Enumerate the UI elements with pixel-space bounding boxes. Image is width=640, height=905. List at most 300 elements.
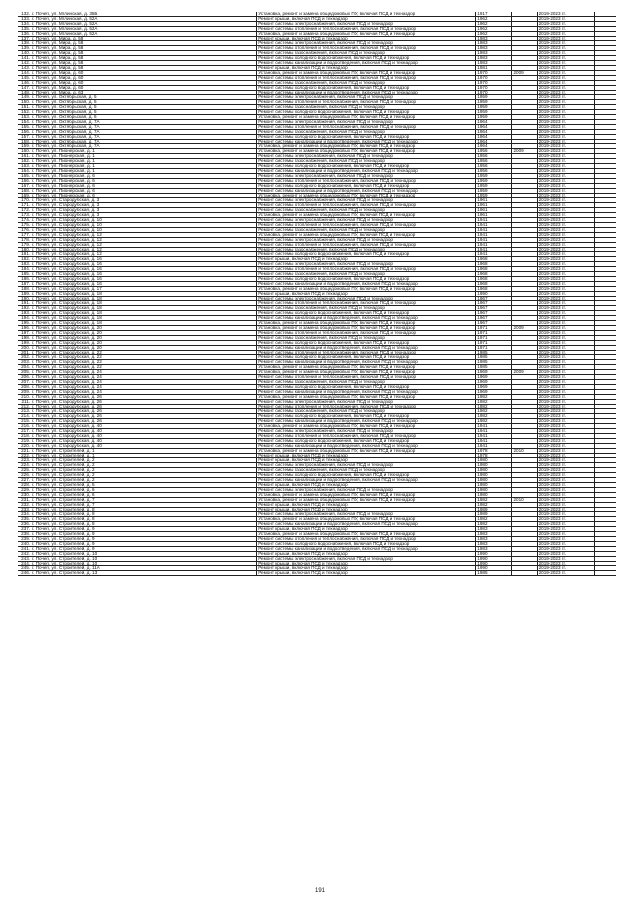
- period-cell: 2019-2023 гг.: [537, 409, 594, 414]
- year-cell: 1978: [476, 448, 512, 453]
- row-number: 189.: [18, 291, 31, 296]
- address-cell: г. Почеп, ул. Стародубская, д. 12: [31, 247, 257, 252]
- period-cell: 2019-2023 гг.: [537, 154, 594, 159]
- address-cell: г. Почеп, ул. Пионерская, д. 1: [31, 149, 257, 154]
- period-cell: 2019-2023 гг.: [537, 541, 594, 546]
- year-cell: 1980: [476, 478, 512, 483]
- address-cell: г. Почеп, ул. Строителей, д. 2: [31, 463, 257, 468]
- work-type-cell: Ремонт крыши, включая ПСД и технадзор: [257, 507, 476, 512]
- period-cell: 2019-2023 гг.: [537, 448, 594, 453]
- period-cell: 2019-2023 гг.: [537, 301, 594, 306]
- period-cell: 2019-2023 гг.: [537, 242, 594, 247]
- address-cell: г. Почеп, ул. Стародубская, д. 40: [31, 433, 257, 438]
- work-type-cell: Ремонт системы отопления и теплоснабжения, включая ПСД и технадзор: [257, 46, 476, 51]
- address-cell: г. Почеп, ул. Стародубская, д. 18: [31, 321, 257, 326]
- year-cell: 1968: [476, 276, 512, 281]
- year-cell: 1964: [476, 144, 512, 149]
- work-type-cell: Ремонт системы электроснабжения, включая ПСД и технадзор: [257, 556, 476, 561]
- work-type-cell: Ремонт системы электроснабжения, включая ПСД и технадзор: [257, 429, 476, 434]
- address-cell: г. Почеп, ул. Стародубская, д. 26: [31, 394, 257, 399]
- year-cell: 1982: [476, 419, 512, 424]
- row-number: 164.: [18, 169, 31, 174]
- row-number: 141.: [18, 56, 31, 61]
- year-cell: 1959: [476, 183, 512, 188]
- address-cell: г. Почеп, ул. Мира, д. 58: [31, 65, 257, 70]
- row-number: 145.: [18, 75, 31, 80]
- row-number: 135.: [18, 26, 31, 31]
- work-type-cell: Ремонт системы отопления и теплоснабжения, включая ПСД и технадзор: [257, 178, 476, 183]
- row-number: 235.: [18, 517, 31, 522]
- address-cell: г. Почеп, ул. Октябрьская, д. 7А: [31, 119, 257, 124]
- work-type-cell: Ремонт системы отопления и теплоснабжения, включая ПСД и технадзор: [257, 75, 476, 80]
- address-cell: г. Почеп, ул. Строителей, д. 6: [31, 492, 257, 497]
- row-number: 153.: [18, 115, 31, 120]
- row-number: 242.: [18, 551, 31, 556]
- period-cell: 2019-2023 гг.: [537, 453, 594, 458]
- row-number: 134.: [18, 21, 31, 26]
- work-type-cell: Установка, ремонт и замена общедомовых ПУ, включая ПСД и технадзор: [257, 193, 476, 198]
- work-type-cell: Ремонт системы канализации и водоотведения, включая ПСД и технадзор: [257, 316, 476, 321]
- row-number: 244.: [18, 561, 31, 566]
- period-cell: 2019-2023 гг.: [537, 478, 594, 483]
- row-number: 207.: [18, 379, 31, 384]
- period-cell: 2019-2023 гг.: [537, 105, 594, 110]
- period-cell: 2019-2023 гг.: [537, 247, 594, 252]
- period-cell: 2019-2023 гг.: [537, 85, 594, 90]
- period-cell: 2019-2023 гг.: [537, 291, 594, 296]
- year-cell: 1941: [476, 227, 512, 232]
- row-number: 138.: [18, 41, 31, 46]
- work-type-cell: Ремонт системы канализации и водоотведения, включая ПСД и технадзор: [257, 389, 476, 394]
- year-cell: 1962: [476, 16, 512, 21]
- address-cell: г. Почеп, ул. Стародубская, д. 40: [31, 424, 257, 429]
- work-type-cell: Установка, ремонт и замена общедомовых ПУ, включая ПСД и технадзор: [257, 149, 476, 154]
- period-cell: 2019-2023 гг.: [537, 438, 594, 443]
- year-cell: 1969: [476, 389, 512, 394]
- period-cell: 2019-2023 гг.: [537, 173, 594, 178]
- work-type-cell: Ремонт системы электроснабжения, включая ПСД и технадзор: [257, 173, 476, 178]
- year-cell: 1962: [476, 26, 512, 31]
- row-number: 214.: [18, 414, 31, 419]
- year-cell: 1971: [476, 345, 512, 350]
- work-type-cell: Ремонт системы отопления и теплоснабжения, включая ПСД и технадзор: [257, 222, 476, 227]
- work-type-cell: Установка, ремонт и замена общедомовых ПУ, включая ПСД и технадзор: [257, 232, 476, 237]
- period-cell: 2019-2023 гг.: [537, 56, 594, 61]
- period-cell: 2019-2023 гг.: [537, 12, 594, 16]
- work-type-cell: Ремонт системы холодного водоснабжения, включая ПСД и технадзор: [257, 110, 476, 115]
- year-cell: 1941: [476, 443, 512, 448]
- work-type-cell: Ремонт системы канализации и водоотведения, включая ПСД и технадзор: [257, 139, 476, 144]
- period-cell: 2019-2023 гг.: [537, 188, 594, 193]
- year-cell: 1967: [476, 296, 512, 301]
- year-cell: 1956: [476, 149, 512, 154]
- period-cell: 2019-2023 гг.: [537, 65, 594, 70]
- year-cell: 1968: [476, 272, 512, 277]
- row-number: 157.: [18, 134, 31, 139]
- work-type-cell: Ремонт системы электроснабжения, включая ПСД и технадзор: [257, 262, 476, 267]
- work-type-cell: Ремонт крыши, включая ПСД и технадзор: [257, 527, 476, 532]
- row-number: 187.: [18, 281, 31, 286]
- work-type-cell: Ремонт системы холодного водоснабжения, включая ПСД и технадзор: [257, 183, 476, 188]
- work-type-cell: Ремонт системы газоснабжения, включая ПСД и технадзор: [257, 468, 476, 473]
- address-cell: г. Почеп, ул. Пионерская, д. 6: [31, 188, 257, 193]
- address-cell: г. Почеп, ул. Строителей, д. 1: [31, 448, 257, 453]
- address-cell: г. Почеп, ул. Стародубская, д. 18: [31, 311, 257, 316]
- address-cell: г. Почеп, ул. Стародубская, д. 12: [31, 237, 257, 242]
- address-cell: г. Почеп, ул. Пионерская, д. 6: [31, 193, 257, 198]
- period-cell: 2019-2023 гг.: [537, 443, 594, 448]
- address-cell: г. Почеп, ул. Стародубская, д. 18: [31, 306, 257, 311]
- work-type-cell: Ремонт системы отопления и теплоснабжения, включая ПСД и технадзор: [257, 124, 476, 129]
- year-cell: 1968: [476, 267, 512, 272]
- year-cell: 1967: [476, 301, 512, 306]
- extra-year-cell: 2009: [512, 370, 537, 375]
- work-type-cell: Ремонт крыши, включая ПСД и технадзор: [257, 453, 476, 458]
- work-type-cell: Установка, ремонт и замена общедомовых ПУ, включая ПСД и технадзор: [257, 213, 476, 218]
- period-cell: 2019-2023 гг.: [537, 502, 594, 507]
- row-number: 191.: [18, 301, 31, 306]
- work-type-cell: Ремонт системы электроснабжения, включая ПСД и технадзор: [257, 198, 476, 203]
- work-type-cell: Ремонт системы холодного водоснабжения, включая ПСД и технадзор: [257, 473, 476, 478]
- period-cell: 2019-2023 гг.: [537, 193, 594, 198]
- work-type-cell: Ремонт системы электроснабжения, включая ПСД и технадзор: [257, 463, 476, 468]
- year-cell: 1964: [476, 134, 512, 139]
- year-cell: 1967: [476, 306, 512, 311]
- period-cell: 2019-2023 гг.: [537, 556, 594, 561]
- row-number: 224.: [18, 463, 31, 468]
- address-cell: г. Почеп, ул. Октябрьская, д. 7А: [31, 129, 257, 134]
- period-cell: 2019-2023 гг.: [537, 483, 594, 488]
- row-number: 234.: [18, 512, 31, 517]
- period-cell: 2019-2023 гг.: [537, 404, 594, 409]
- row-number: 236.: [18, 522, 31, 527]
- row-number: 238.: [18, 532, 31, 537]
- work-type-cell: Ремонт системы газоснабжения, включая ПСД и технадзор: [257, 306, 476, 311]
- period-cell: 2019-2023 гг.: [537, 149, 594, 154]
- period-cell: 2019-2023 гг.: [537, 252, 594, 257]
- work-type-cell: Установка, ремонт и замена общедомовых ПУ, включая ПСД и технадзор: [257, 365, 476, 370]
- period-cell: 2019-2023 гг.: [537, 80, 594, 85]
- year-cell: 1989: [476, 507, 512, 512]
- period-cell: 2019-2023 гг.: [537, 110, 594, 115]
- work-type-cell: Ремонт системы канализации и водоотведения, включая ПСД и технадзор: [257, 522, 476, 527]
- row-number: 132.: [18, 12, 31, 16]
- period-cell: 2019-2023 гг.: [537, 487, 594, 492]
- period-cell: 2019-2023 гг.: [537, 144, 594, 149]
- address-cell: г. Почеп, ул. Стародубская, д. 22: [31, 360, 257, 365]
- work-type-cell: Ремонт системы канализации и водоотведения, включая ПСД и технадзор: [257, 281, 476, 286]
- year-cell: 1968: [476, 257, 512, 262]
- year-cell: 1941: [476, 424, 512, 429]
- year-cell: 1985: [476, 360, 512, 365]
- year-cell: 1964: [476, 124, 512, 129]
- year-cell: 1985: [476, 571, 512, 576]
- period-cell: 2019-2023 гг.: [537, 473, 594, 478]
- year-cell: 1959: [476, 95, 512, 100]
- year-cell: 1980: [476, 473, 512, 478]
- row-number: 139.: [18, 46, 31, 51]
- period-cell: 2019-2023 гг.: [537, 232, 594, 237]
- address-cell: г. Почеп, ул. Стародубская, д. 17: [31, 286, 257, 291]
- work-type-cell: Ремонт системы холодного водоснабжения, включая ПСД и технадзор: [257, 276, 476, 281]
- address-cell: г. Почеп, ул. Мира, д. 58: [31, 61, 257, 66]
- address-cell: г. Почеп, ул. Мглинская, д. 52А: [31, 26, 257, 31]
- row-number: 163.: [18, 164, 31, 169]
- period-cell: 2019-2023 гг.: [537, 306, 594, 311]
- work-type-cell: Ремонт крыши, включая ПСД и технадзор: [257, 571, 476, 576]
- year-cell: 1968: [476, 286, 512, 291]
- period-cell: 2019-2023 гг.: [537, 164, 594, 169]
- address-cell: г. Почеп, ул. Строителей, д. 9: [31, 527, 257, 532]
- year-cell: 1961: [476, 203, 512, 208]
- work-type-cell: Ремонт системы газоснабжения, включая ПСД и технадзор: [257, 379, 476, 384]
- row-number: 246.: [18, 571, 31, 576]
- work-type-cell: Ремонт системы газоснабжения, включая ПСД и технадзор: [257, 272, 476, 277]
- address-cell: г. Почеп, ул. Октябрьская, д. 7А: [31, 134, 257, 139]
- row-number: 160.: [18, 149, 31, 154]
- address-cell: г. Почеп, ул. Стародубская, д. 26: [31, 399, 257, 404]
- row-number: 196.: [18, 326, 31, 331]
- address-cell: г. Почеп, ул. Стародубская, д. 22: [31, 365, 257, 370]
- work-type-cell: Установка, ремонт и замена общедомовых ПУ, включая ПСД и технадзор: [257, 115, 476, 120]
- year-cell: 1959: [476, 193, 512, 198]
- work-type-cell: Ремонт системы газоснабжения, включая ПСД и технадзор: [257, 247, 476, 252]
- year-cell: 1969: [476, 375, 512, 380]
- work-type-cell: Установка, ремонт и замена общедомовых ПУ, включая ПСД и технадзор: [257, 492, 476, 497]
- period-cell: 2019-2023 гг.: [537, 326, 594, 331]
- address-cell: г. Почеп, ул. Строителей, д. 1: [31, 453, 257, 458]
- work-type-cell: Ремонт системы электроснабжения, включая ПСД и технадзор: [257, 119, 476, 124]
- row-number: 212.: [18, 404, 31, 409]
- period-cell: 2019-2023 гг.: [537, 492, 594, 497]
- row-number: 169.: [18, 193, 31, 198]
- year-cell: 1964: [476, 139, 512, 144]
- period-cell: 2019-2023 гг.: [537, 370, 594, 375]
- address-cell: г. Почеп, ул. Строителей, д. 2: [31, 458, 257, 463]
- row-number: 221.: [18, 448, 31, 453]
- work-type-cell: Ремонт системы отопления и теплоснабжения, включая ПСД и технадзор: [257, 242, 476, 247]
- row-number: 155.: [18, 124, 31, 129]
- work-type-cell: Ремонт системы газоснабжения, включая ПСД и технадзор: [257, 227, 476, 232]
- year-cell: 1990: [476, 291, 512, 296]
- row-number: 205.: [18, 370, 31, 375]
- year-cell: 1971: [476, 340, 512, 345]
- row-number: 204.: [18, 365, 31, 370]
- period-cell: 2019-2023 гг.: [537, 311, 594, 316]
- row-number: 208.: [18, 384, 31, 389]
- work-type-cell: Установка, ремонт и замена общедомовых ПУ, включая ПСД и технадзор: [257, 370, 476, 375]
- row-number: 150.: [18, 100, 31, 105]
- year-cell: 1982: [476, 497, 512, 502]
- address-cell: г. Почеп, ул. Стародубская, д. 24: [31, 389, 257, 394]
- work-type-cell: Ремонт системы отопления и теплоснабжения, включая ПСД и технадзор: [257, 301, 476, 306]
- row-number: 133.: [18, 16, 31, 21]
- row-number: 170.: [18, 198, 31, 203]
- work-type-cell: Ремонт системы холодного водоснабжения, включая ПСД и технадзор: [257, 164, 476, 169]
- period-cell: 2019-2023 гг.: [537, 419, 594, 424]
- period-cell: 2019-2023 гг.: [537, 389, 594, 394]
- address-cell: г. Почеп, ул. Мглинская, д. 35Б: [31, 12, 257, 16]
- year-cell: 1982: [476, 409, 512, 414]
- row-number: 188.: [18, 286, 31, 291]
- row-number: 227.: [18, 478, 31, 483]
- address-cell: г. Почеп, ул. Стародубская, д. 26: [31, 409, 257, 414]
- address-cell: г. Почеп, ул. Стародубская, д. 24: [31, 379, 257, 384]
- year-cell: 1969: [476, 370, 512, 375]
- year-cell: 1967: [476, 311, 512, 316]
- row-number: 202.: [18, 355, 31, 360]
- year-cell: 1959: [476, 105, 512, 110]
- row-number: 180.: [18, 247, 31, 252]
- address-cell: г. Почеп, ул. Строителей, д. 5: [31, 483, 257, 488]
- work-type-cell: Ремонт системы холодного водоснабжения, включая ПСД и технадзор: [257, 384, 476, 389]
- address-cell: г. Почеп, ул. Стародубская, д. 40: [31, 443, 257, 448]
- row-number: 167.: [18, 183, 31, 188]
- address-cell: г. Почеп, ул. Строителей, д. 8: [31, 517, 257, 522]
- period-cell: 2019-2023 гг.: [537, 497, 594, 502]
- period-cell: 2019-2023 гг.: [537, 379, 594, 384]
- row-number: 143.: [18, 65, 31, 70]
- year-cell: 1959: [476, 110, 512, 115]
- period-cell: 2019-2023 гг.: [537, 119, 594, 124]
- year-cell: 1980: [476, 463, 512, 468]
- row-number: 136.: [18, 31, 31, 36]
- address-cell: г. Почеп, ул. Стародубская, д. 20: [31, 330, 257, 335]
- address-cell: г. Почеп, ул. Строителей, д. 9: [31, 546, 257, 551]
- period-cell: 2019-2023 гг.: [537, 218, 594, 223]
- year-cell: 1982: [476, 502, 512, 507]
- year-cell: 1961: [476, 198, 512, 203]
- row-number: 240.: [18, 541, 31, 546]
- period-cell: 2019-2023 гг.: [537, 365, 594, 370]
- period-cell: 2019-2023 гг.: [537, 31, 594, 36]
- address-cell: г. Почеп, ул. Строителей, д. 8: [31, 507, 257, 512]
- row-number: 151.: [18, 105, 31, 110]
- work-type-cell: Установка, ремонт и замена общедомовых ПУ, включая ПСД и технадзор: [257, 497, 476, 502]
- period-cell: 2019-2023 гг.: [537, 51, 594, 56]
- year-cell: 1985: [476, 365, 512, 370]
- work-type-cell: Ремонт системы холодного водоснабжения, включая ПСД и технадзор: [257, 85, 476, 90]
- year-cell: 1941: [476, 429, 512, 434]
- address-cell: г. Почеп, ул. Строителей, д. 13: [31, 571, 257, 576]
- address-cell: г. Почеп, ул. Строителей, д. 7: [31, 502, 257, 507]
- year-cell: 1982: [476, 517, 512, 522]
- row-number: 201.: [18, 350, 31, 355]
- year-cell: 1970: [476, 90, 512, 95]
- table-body: [18, 12, 616, 576]
- work-type-cell: Ремонт системы канализации и водоотведения, включая ПСД и технадзор: [257, 360, 476, 365]
- period-cell: 2019-2023 гг.: [537, 16, 594, 21]
- period-cell: 2019-2023 гг.: [537, 296, 594, 301]
- period-cell: 2019-2023 гг.: [537, 527, 594, 532]
- year-cell: 1982: [476, 414, 512, 419]
- period-cell: 2019-2023 гг.: [537, 522, 594, 527]
- work-type-cell: Ремонт системы холодного водоснабжения, включая ПСД и технадзор: [257, 252, 476, 257]
- year-cell: 1941: [476, 247, 512, 252]
- address-cell: г. Почеп, ул. Стародубская, д. 18: [31, 291, 257, 296]
- period-cell: 2019-2023 гг.: [537, 458, 594, 463]
- row-number: 239.: [18, 536, 31, 541]
- year-cell: 1956: [476, 169, 512, 174]
- period-cell: 2019-2023 гг.: [537, 75, 594, 80]
- year-cell: 1971: [476, 335, 512, 340]
- row-number: 220.: [18, 443, 31, 448]
- row-number: 241.: [18, 546, 31, 551]
- period-cell: 2019-2023 гг.: [537, 100, 594, 105]
- year-cell: 1961: [476, 208, 512, 213]
- year-cell: 1983: [476, 51, 512, 56]
- work-type-cell: Ремонт системы газоснабжения, включая ПСД и технадзор: [257, 208, 476, 213]
- work-type-cell: Ремонт системы канализации и водоотведения, включая ПСД и технадзор: [257, 188, 476, 193]
- work-type-cell: Ремонт системы отопления и теплоснабжения, включая ПСД и технадзор: [257, 350, 476, 355]
- year-cell: 1967: [476, 316, 512, 321]
- period-cell: 2019-2023 гг.: [537, 222, 594, 227]
- period-cell: 2019-2023 гг.: [537, 561, 594, 566]
- address-cell: г. Почеп, ул. Стародубская, д. 3: [31, 208, 257, 213]
- address-cell: г. Почеп, ул. Октябрьская, д. 7А: [31, 124, 257, 129]
- period-cell: 2019-2023 гг.: [537, 517, 594, 522]
- address-cell: г. Почеп, ул. Мглинская, д. 52А: [31, 16, 257, 21]
- year-cell: 1983: [476, 541, 512, 546]
- period-cell: 2019-2023 гг.: [537, 21, 594, 26]
- address-cell: г. Почеп, ул. Мира, д. 60: [31, 85, 257, 90]
- row-number: 183.: [18, 262, 31, 267]
- address-cell: г. Почеп, ул. Стародубская, д. 24: [31, 370, 257, 375]
- row-number: 174.: [18, 218, 31, 223]
- row-number: 237.: [18, 527, 31, 532]
- year-cell: 1983: [476, 61, 512, 66]
- row-number: 181.: [18, 252, 31, 257]
- period-cell: 2019-2023 гг.: [537, 198, 594, 203]
- address-cell: г. Почеп, ул. Стародубская, д. 24: [31, 375, 257, 380]
- period-cell: 2019-2023 гг.: [537, 433, 594, 438]
- repair-schedule-table: [18, 12, 616, 576]
- address-cell: г. Почеп, ул. Стародубская, д. 3: [31, 203, 257, 208]
- work-type-cell: Ремонт системы канализации и водоотведения, включая ПСД и технадзор: [257, 478, 476, 483]
- address-cell: г. Почеп, ул. Пионерская, д. 1: [31, 169, 257, 174]
- row-number: 243.: [18, 556, 31, 561]
- address-cell: г. Почеп, ул. Стародубская, д. 16: [31, 272, 257, 277]
- year-cell: 1983: [476, 56, 512, 61]
- year-cell: 1941: [476, 232, 512, 237]
- year-cell: 1956: [476, 164, 512, 169]
- address-cell: г. Почеп, ул. Строителей, д. 10: [31, 561, 257, 566]
- address-cell: г. Почеп, ул. Стародубская, д. 16: [31, 281, 257, 286]
- work-type-cell: Ремонт системы газоснабжения, включая ПСД и технадзор: [257, 409, 476, 414]
- row-number: 154.: [18, 119, 31, 124]
- period-cell: 2019-2023 гг.: [537, 169, 594, 174]
- year-cell: 1961: [476, 213, 512, 218]
- address-cell: г. Почеп, ул. Стародубская, д. 22: [31, 350, 257, 355]
- year-cell: 1982: [476, 394, 512, 399]
- year-cell: 1967: [476, 321, 512, 326]
- work-type-cell: Ремонт системы электроснабжения, включая ПСД и технадзор: [257, 41, 476, 46]
- work-type-cell: Ремонт системы отопления и теплоснабжения, включая ПСД и технадзор: [257, 536, 476, 541]
- row-number: 192.: [18, 306, 31, 311]
- period-cell: 2019-2023 гг.: [537, 384, 594, 389]
- period-cell: 2019-2023 гг.: [537, 95, 594, 100]
- period-cell: 2019-2023 гг.: [537, 257, 594, 262]
- work-type-cell: Ремонт системы газоснабжения, включая ПСД и технадзор: [257, 129, 476, 134]
- year-cell: 1982: [476, 522, 512, 527]
- address-cell: г. Почеп, ул. Стародубская, д. 18: [31, 316, 257, 321]
- row-number: 172.: [18, 208, 31, 213]
- work-type-cell: Ремонт крыши, включая ПСД и технадзор: [257, 502, 476, 507]
- address-cell: г. Почеп, ул. Пионерская, д. 1: [31, 159, 257, 164]
- work-type-cell: Установка, ремонт и замена общедомовых ПУ, включая ПСД и технадзор: [257, 424, 476, 429]
- period-cell: 2019-2023 гг.: [537, 566, 594, 571]
- year-cell: 1982: [476, 404, 512, 409]
